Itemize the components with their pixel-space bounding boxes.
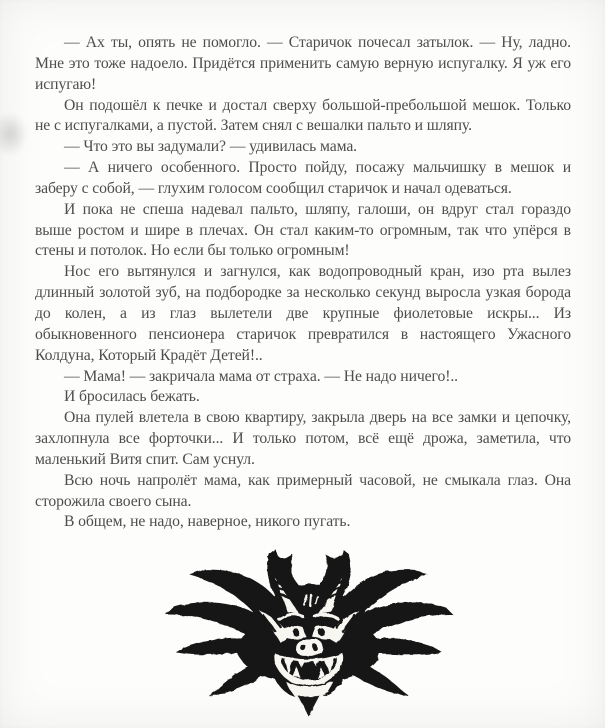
demon-snout [295,639,323,655]
demon-monster-illustration [158,548,460,719]
story-paragraph: И бросилась бежать. [64,388,200,406]
story-paragraph: — Мама! — закричала мама от страха. — Не надо ничего!.. [64,367,458,385]
story-paragraph: Она пулей влетела в свою квартиру, закрыла дверь на все замки и цепочку, захлопнула все форточки... И только потом, всё ещё дрожа, заметила, что маленький Витя спит. Сам уснул. [35,409,571,468]
story-paragraph: В общем, не надо, наверное, никого пугать. [64,513,351,531]
story-paragraph: — А ничего особенного. Просто пойду, посажу мальчишку в мешок и заберу с собой, — глухим голосом сообщил старичок и начал одеваться. [35,159,571,197]
story-paragraph: Нос его вытянулся и загнулся, как водопроводный кран, изо рта вылез длинный золотой зуб, на подбородке за несколько секунд выросла узкая борода до колен, а из глаз вылетели две крупные фиолетовые искры... Из обыкновенного пенсионера старичок превратился в настоящего Ужасного Колдуна, Который Крадёт Детей!.. [35,263,571,364]
story-paragraph: Всю ночь напролёт мама, как примерный часовой, не смыкала глаз. Она сторожила своего сына. [35,471,571,510]
story-paragraph: — Что это вы задумали? — удивилась мама. [64,138,358,156]
story-paragraph: И пока не спеша надевал пальто, шляпу, галоши, он вдруг стал гораздо выше ростом и шире в плечах. Он стал каким-то огромным, так что упёрся в стены и потолок. Но если бы только огромным! [35,200,571,260]
story-paragraph: Он подошёл к печке и достал сверху большой-пребольшой мешок. Только не с испугалками, а пустой. Затем снял с вешалки пальто и шляпу. [35,96,571,135]
story-text [35,33,571,533]
illustration-figure [0,548,605,719]
scan-smudge [0,112,28,156]
story-paragraph: — Ах ты, опять не помогло. — Старичок почесал затылок. — Ну, ладно. Мне это тоже надоело. Придётся применить самую верную испугалку. Я уж его испугаю! [35,34,571,93]
